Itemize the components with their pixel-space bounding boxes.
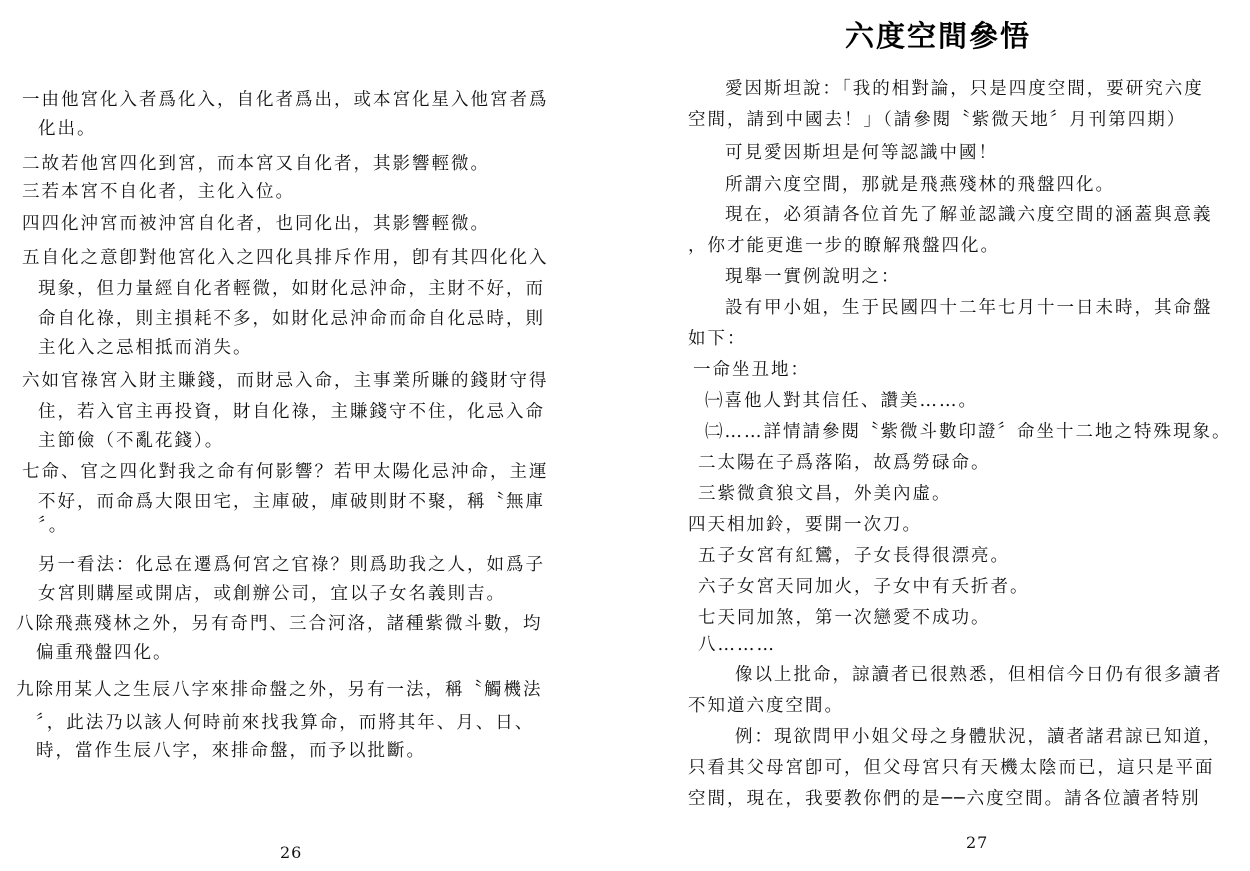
left-line-21: 〞，此法乃以該人何時前來找我算命，而將其年、月、日、 — [36, 713, 535, 733]
right-line-14: 三紫微貪狼文昌，外美內虛。 — [698, 484, 952, 504]
running-header-title: 六度空間參悟 — [845, 19, 1032, 53]
right-line-7: 現舉一實例說明之： — [725, 267, 901, 287]
right-line-16: 五子女宮有紅鸞，子女長得很漂亮。 — [698, 546, 1010, 566]
page-number-right: 27 — [966, 833, 989, 852]
right-line-4: 所謂六度空間，那就是飛燕殘林的飛盤四化。 — [725, 175, 1115, 195]
left-line-18: 八除飛燕殘林之外，另有奇門、三合河洛，諸種紫微斗數，均 — [16, 614, 543, 634]
right-line-18: 七天同加煞，第一次戀愛不成功。 — [698, 608, 991, 628]
left-line-3: 二故若他宮四化到宮，而本宮又自化者，其影響輕微。 — [22, 154, 490, 174]
right-line-11: ㈠喜他人對其信任、讚美……。 — [705, 391, 978, 411]
right-line-13: 二太陽在子爲落陷，故爲勞碌命。 — [698, 453, 991, 473]
left-line-9: 主化入之忌相抵而消失。 — [38, 338, 253, 358]
left-line-12: 主節儉（不亂花錢）。 — [38, 431, 225, 451]
left-line-14: 不好，而命爲大限田宅，主庫破，庫破則財不聚，稱〝無庫 — [38, 492, 545, 512]
left-line-13: 七命、官之四化對我之命有何影響？若甲太陽化忌沖命，主運 — [22, 462, 549, 482]
left-line-1: 一由他宮化入者爲化入，自化者爲出，或本宮化星入他宮者爲 — [22, 90, 549, 110]
right-line-20: 像以上批命，諒讀者已很熟悉，但相信今日仍有很多讀者 — [735, 665, 1223, 685]
right-line-1: 愛因斯坦說：「我的相對論，只是四度空間，要研究六度 — [725, 79, 1204, 99]
left-line-7: 現象，但力量經自化者輕微，如財化忌沖命，主財不好，而 — [38, 279, 545, 299]
left-line-6: 五自化之意卽對他宮化入之四化具排斥作用，卽有其四化化入 — [22, 248, 549, 268]
left-line-10: 六如官祿宮入財主賺錢，而財忌入命，主事業所賺的錢財守得 — [22, 371, 549, 391]
right-line-23: 只看其父母宮卽可，但父母宮只有天機太陰而已，這只是平面 — [688, 758, 1215, 778]
left-line-20: 九除用某人之生辰八字來排命盤之外，另有一法，稱〝觸機法 — [16, 680, 543, 700]
right-line-9: 如下： — [688, 329, 747, 349]
left-line-19: 偏重飛盤四化。 — [36, 643, 173, 663]
right-line-22: 例：現欲問甲小姐父母之身體狀況，讀者諸君諒已知道， — [735, 727, 1223, 747]
right-line-21: 不知道六度空間。 — [688, 696, 844, 716]
left-line-8: 命自化祿，則主損耗不多，如財化忌沖命而命自化忌時，則 — [38, 309, 545, 329]
right-line-3: 可見愛因斯坦是何等認識中國！ — [725, 143, 998, 163]
left-line-5: 四四化沖宮而被沖宮自化者，也同化出，其影響輕微。 — [22, 214, 490, 234]
right-line-10: 一命坐丑地： — [693, 360, 810, 380]
right-line-15: 四天相加鈴，要開一次刀。 — [688, 515, 922, 535]
left-line-17: 女宮則購屋或開店，或創辦公司，宜以子女名義則吉。 — [38, 584, 506, 604]
left-line-22: 時，當作生辰八字，來排命盤，而予以批斷。 — [36, 741, 426, 761]
left-line-4: 三若本宮不自化者，主化入位。 — [22, 182, 295, 202]
right-line-12: ㈡……詳情請參閱〝紫微斗數印證〞命坐十二地之特殊現象。 — [705, 422, 1232, 442]
right-page — [625, 0, 1250, 871]
left-line-16: 另一看法：化忌在遷爲何宮之官祿？則爲助我之人，如爲子 — [38, 555, 545, 575]
left-line-11: 住，若入官主再投資，財自化祿，主賺錢守不住，化忌入命 — [38, 402, 545, 422]
right-line-5: 現在，必須請各位首先了解並認識六度空間的涵蓋與意義 — [725, 205, 1213, 225]
right-line-19: 八……… — [698, 635, 776, 655]
left-line-2: 化出。 — [38, 119, 97, 139]
right-line-17: 六子女宮天同加火，子女中有夭折者。 — [698, 577, 1030, 597]
right-line-2: 空間，請到中國去！」（請參閱〝紫微天地〞月刊第四期） — [688, 110, 1187, 130]
page-number-left: 26 — [280, 843, 303, 862]
right-line-6: ，你才能更進一步的瞭解飛盤四化。 — [688, 236, 1000, 256]
right-line-8: 設有甲小姐，生于民國四十二年七月十一日未時，其命盤 — [725, 298, 1213, 318]
left-line-15: 〞。 — [38, 516, 69, 536]
right-line-24: 空間，現在，我要教你們的是──六度空間。請各位讀者特別 — [688, 789, 1201, 809]
